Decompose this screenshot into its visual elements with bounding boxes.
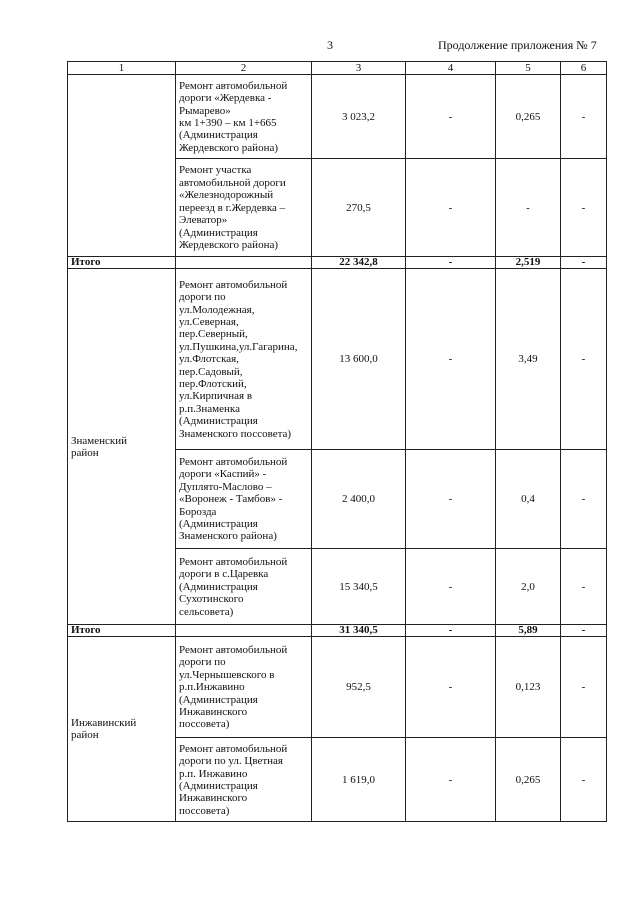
total-col4: - bbox=[406, 257, 496, 269]
col6-cell: - bbox=[561, 637, 607, 738]
col6-cell: - bbox=[561, 159, 607, 257]
total-amount: 31 340,5 bbox=[312, 625, 406, 637]
total-length: 5,89 bbox=[496, 625, 561, 637]
total-empty-cell bbox=[176, 625, 312, 637]
table-row bbox=[68, 637, 607, 738]
table-row bbox=[68, 75, 607, 159]
amount-cell: 270,5 bbox=[312, 159, 406, 257]
col6-cell: - bbox=[561, 75, 607, 159]
amount-cell: 1 619,0 bbox=[312, 738, 406, 822]
length-cell: 0,123 bbox=[496, 637, 561, 738]
col4-cell: - bbox=[406, 450, 496, 549]
col6-cell: - bbox=[561, 738, 607, 822]
col4-cell: - bbox=[406, 637, 496, 738]
column-header: 6 bbox=[561, 62, 607, 75]
length-cell: 2,0 bbox=[496, 549, 561, 625]
col4-cell: - bbox=[406, 159, 496, 257]
total-empty-cell bbox=[176, 257, 312, 269]
amount-cell: 952,5 bbox=[312, 637, 406, 738]
total-label: Итого bbox=[68, 257, 176, 269]
total-col6: - bbox=[561, 625, 607, 637]
work-description: Ремонт автомобильной дороги по ул. Цветная р.п. Инжавино (Администрация Инжавинского поссовета) bbox=[176, 738, 312, 822]
column-header: 4 bbox=[406, 62, 496, 75]
col6-cell: - bbox=[561, 450, 607, 549]
total-label: Итого bbox=[68, 625, 176, 637]
appendix-caption: Продолжение приложения № 7 bbox=[438, 38, 597, 52]
col4-cell: - bbox=[406, 75, 496, 159]
length-cell: - bbox=[496, 159, 561, 257]
district-cell bbox=[68, 75, 176, 257]
amount-cell: 2 400,0 bbox=[312, 450, 406, 549]
column-header: 2 bbox=[176, 62, 312, 75]
road-repair-table bbox=[67, 61, 607, 822]
col4-cell: - bbox=[406, 738, 496, 822]
work-description: Ремонт автомобильной дороги «Жердевка - Рымарево» км 1+390 – км 1+665 (Администрация Жердевского района) bbox=[176, 75, 312, 159]
length-cell: 0,265 bbox=[496, 75, 561, 159]
amount-cell: 13 600,0 bbox=[312, 269, 406, 450]
length-cell: 0,265 bbox=[496, 738, 561, 822]
district-cell: Инжавинский район bbox=[68, 637, 176, 822]
work-description: Ремонт участка автомобильной дороги «Железнодорожный переезд в г.Жердевка – Элеватор» (Администрация Жердевского района) bbox=[176, 159, 312, 257]
table-row bbox=[68, 269, 607, 450]
col4-cell: - bbox=[406, 269, 496, 450]
total-col4: - bbox=[406, 625, 496, 637]
work-description: Ремонт автомобильной дороги по ул.Молодежная, ул.Северная, пер.Северный, ул.Пушкина,ул.Гагарина, ул.Флотская, пер.Садовый, пер.Флотский, ул.Кирпичная в р.п.Знаменка (Администрация Знаменского поссовета) bbox=[176, 269, 312, 450]
col6-cell: - bbox=[561, 269, 607, 450]
total-amount: 22 342,8 bbox=[312, 257, 406, 269]
amount-cell: 15 340,5 bbox=[312, 549, 406, 625]
work-description: Ремонт автомобильной дороги в с.Царевка (Администрация Сухотинского сельсовета) bbox=[176, 549, 312, 625]
length-cell: 3,49 bbox=[496, 269, 561, 450]
column-number-row bbox=[68, 62, 607, 75]
district-cell: Знаменский район bbox=[68, 269, 176, 625]
amount-cell: 3 023,2 bbox=[312, 75, 406, 159]
col4-cell: - bbox=[406, 549, 496, 625]
work-description: Ремонт автомобильной дороги «Каспий» - Дуплято-Маслово – «Воронеж - Тамбов» - Борозда (Администрация Знаменского района) bbox=[176, 450, 312, 549]
work-description: Ремонт автомобильной дороги по ул.Чернышевского в р.п.Инжавино (Администрация Инжавинского поссовета) bbox=[176, 637, 312, 738]
total-row bbox=[68, 625, 607, 637]
column-header: 5 bbox=[496, 62, 561, 75]
total-col6: - bbox=[561, 257, 607, 269]
total-length: 2,519 bbox=[496, 257, 561, 269]
column-header: 1 bbox=[68, 62, 176, 75]
col6-cell: - bbox=[561, 549, 607, 625]
page-number: 3 bbox=[327, 38, 333, 52]
total-row bbox=[68, 257, 607, 269]
length-cell: 0,4 bbox=[496, 450, 561, 549]
column-header: 3 bbox=[312, 62, 406, 75]
